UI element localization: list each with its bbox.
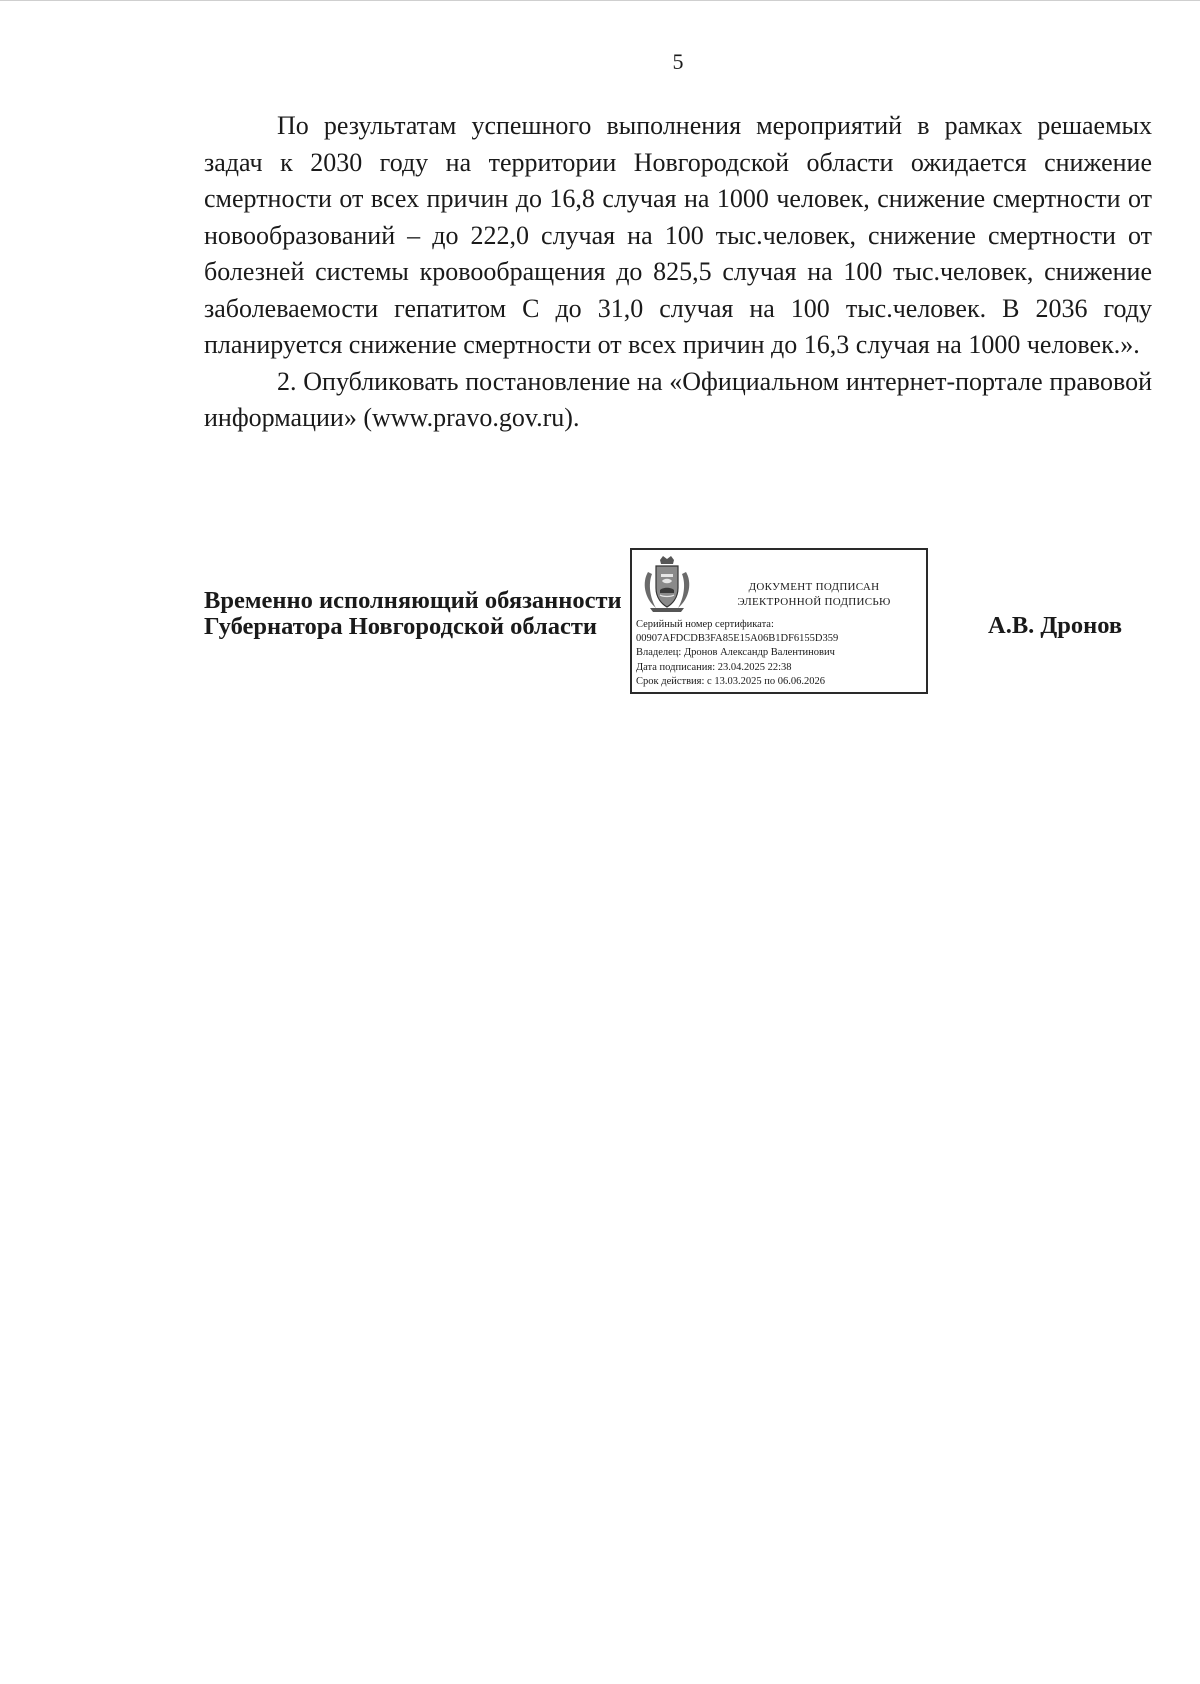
paragraph-results: По результатам успешного выполнения мероприятий в рамках решаемых задач к 2030 году на территории Новгородской области ожидается снижение смертности от всех причин до 16,8 случая на 1000 человек, снижение смертности от новообразований – до 222,0 случая на 100 тыс.человек, снижение смертности от болезней системы кровообращения до 825,5 случая на 100 тыс.человек, снижение заболеваемости гепатитом С до 31,0 случая на 100 тыс.человек. В 2036 году планируется снижение смертности от всех причин до 16,3 случая на 1000 человек.». xyxy=(204,111,1152,359)
stamp-title xyxy=(704,580,924,610)
stamp-title-line2: ЭЛЕКТРОННОЙ ПОДПИСЬЮ xyxy=(737,596,891,608)
coat-of-arms-icon xyxy=(636,554,698,616)
stamp-title-line1: ДОКУМЕНТ ПОДПИСАН xyxy=(748,581,880,593)
signatory-position-line1: Временно исполняющий обязанности xyxy=(204,588,622,614)
signer-name: А.В. Дронов xyxy=(988,612,1123,639)
stamp-serial-label: Серийный номер сертификата: xyxy=(636,619,774,630)
signatory-position-line2: Губернатора Новгородской области xyxy=(204,613,598,640)
paragraph-publish: 2. Опубликовать постановление на «Официальном интернет-портале правовой информации» (www.pravo.gov.ru). xyxy=(204,366,1152,432)
stamp-validity: Срок действия: с 13.03.2025 по 06.06.2026 xyxy=(636,675,825,687)
stamp-details xyxy=(636,618,926,689)
signatory-position xyxy=(204,588,634,640)
document-body xyxy=(204,108,1152,437)
electronic-signature-stamp xyxy=(630,548,928,694)
stamp-owner: Владелец: Дронов Александр Валентинович xyxy=(636,647,835,659)
stamp-serial-number: 00907AFDCDB3FA85E15A06B1DF6155D359 xyxy=(636,633,839,645)
page-number: 5 xyxy=(672,49,684,74)
top-border-line xyxy=(0,0,1200,1)
stamp-signed-date: Дата подписания: 23.04.2025 22:38 xyxy=(636,661,792,673)
